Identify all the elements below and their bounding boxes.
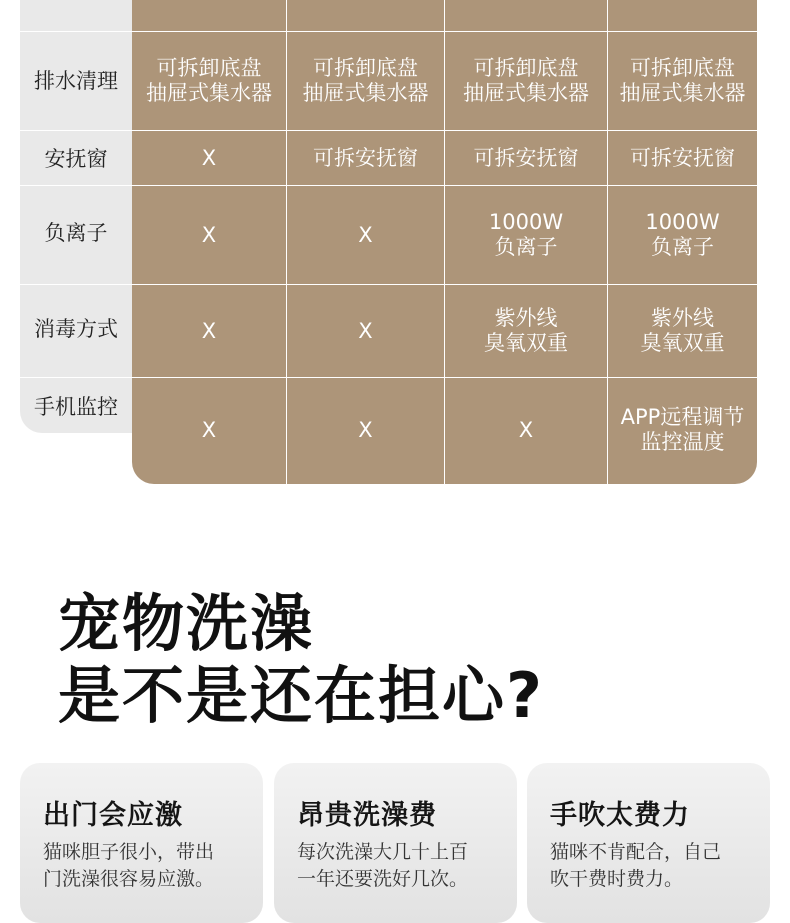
table-cell: 可拆安抚窗 bbox=[313, 145, 418, 170]
card-description: 猫咪胆子很小，带出 门洗澡很容易应激。 bbox=[43, 841, 215, 890]
row-label-negative-ion: 负离子 bbox=[44, 221, 108, 245]
table-cell: 可拆卸底盘 抽屉式集水器 bbox=[619, 56, 746, 105]
table-cell: X bbox=[201, 417, 217, 442]
table-cell: X bbox=[358, 318, 373, 343]
headline-line-2: 是不是还在担心? bbox=[58, 659, 544, 732]
table-cell: X bbox=[201, 145, 217, 170]
card-description: 每次洗澡大几十上百 一年还要洗好几次。 bbox=[297, 841, 469, 890]
pain-point-card bbox=[274, 763, 517, 923]
table-cell: X bbox=[518, 417, 534, 442]
card-title: 出门会应激 bbox=[43, 800, 183, 831]
table-cell: 1000W 负离子 bbox=[488, 210, 564, 259]
table-cell: 紫外线 臭氧双重 bbox=[484, 306, 568, 355]
pain-point-card bbox=[20, 763, 263, 923]
headline-line-1: 宠物洗澡 bbox=[58, 587, 315, 660]
table-cell: X bbox=[201, 318, 217, 343]
table-cell: 可拆卸底盘 抽屉式集水器 bbox=[302, 56, 429, 105]
table-cell: 紫外线 臭氧双重 bbox=[640, 306, 725, 355]
row-label-column bbox=[20, 0, 132, 433]
card-description: 猫咪不肯配合，自己 吹干费时费力。 bbox=[550, 841, 722, 890]
card-title: 昂贵洗澡费 bbox=[297, 800, 437, 831]
table-cell: 可拆卸底盘 抽屉式集水器 bbox=[463, 56, 589, 105]
table-cell: 可拆卸底盘 抽屉式集水器 bbox=[146, 56, 272, 105]
row-label-disinfection: 消毒方式 bbox=[34, 317, 118, 341]
table-cell: 可拆安抚窗 bbox=[473, 145, 579, 170]
row-label-drainage: 排水清理 bbox=[34, 69, 118, 93]
table-cell: X bbox=[358, 222, 373, 247]
table-cell: 1000W 负离子 bbox=[645, 210, 720, 259]
row-label-comfort-window: 安抚窗 bbox=[44, 147, 108, 171]
row-label-phone-monitoring: 手机监控 bbox=[34, 395, 118, 419]
table-cell: X bbox=[358, 417, 373, 442]
card-title: 手吹太费力 bbox=[550, 800, 690, 831]
table-cell: X bbox=[201, 222, 217, 247]
table-cell: 可拆安抚窗 bbox=[630, 145, 735, 170]
table-cell: APP远程调节 监控温度 bbox=[620, 405, 745, 454]
pain-point-card bbox=[527, 763, 770, 923]
